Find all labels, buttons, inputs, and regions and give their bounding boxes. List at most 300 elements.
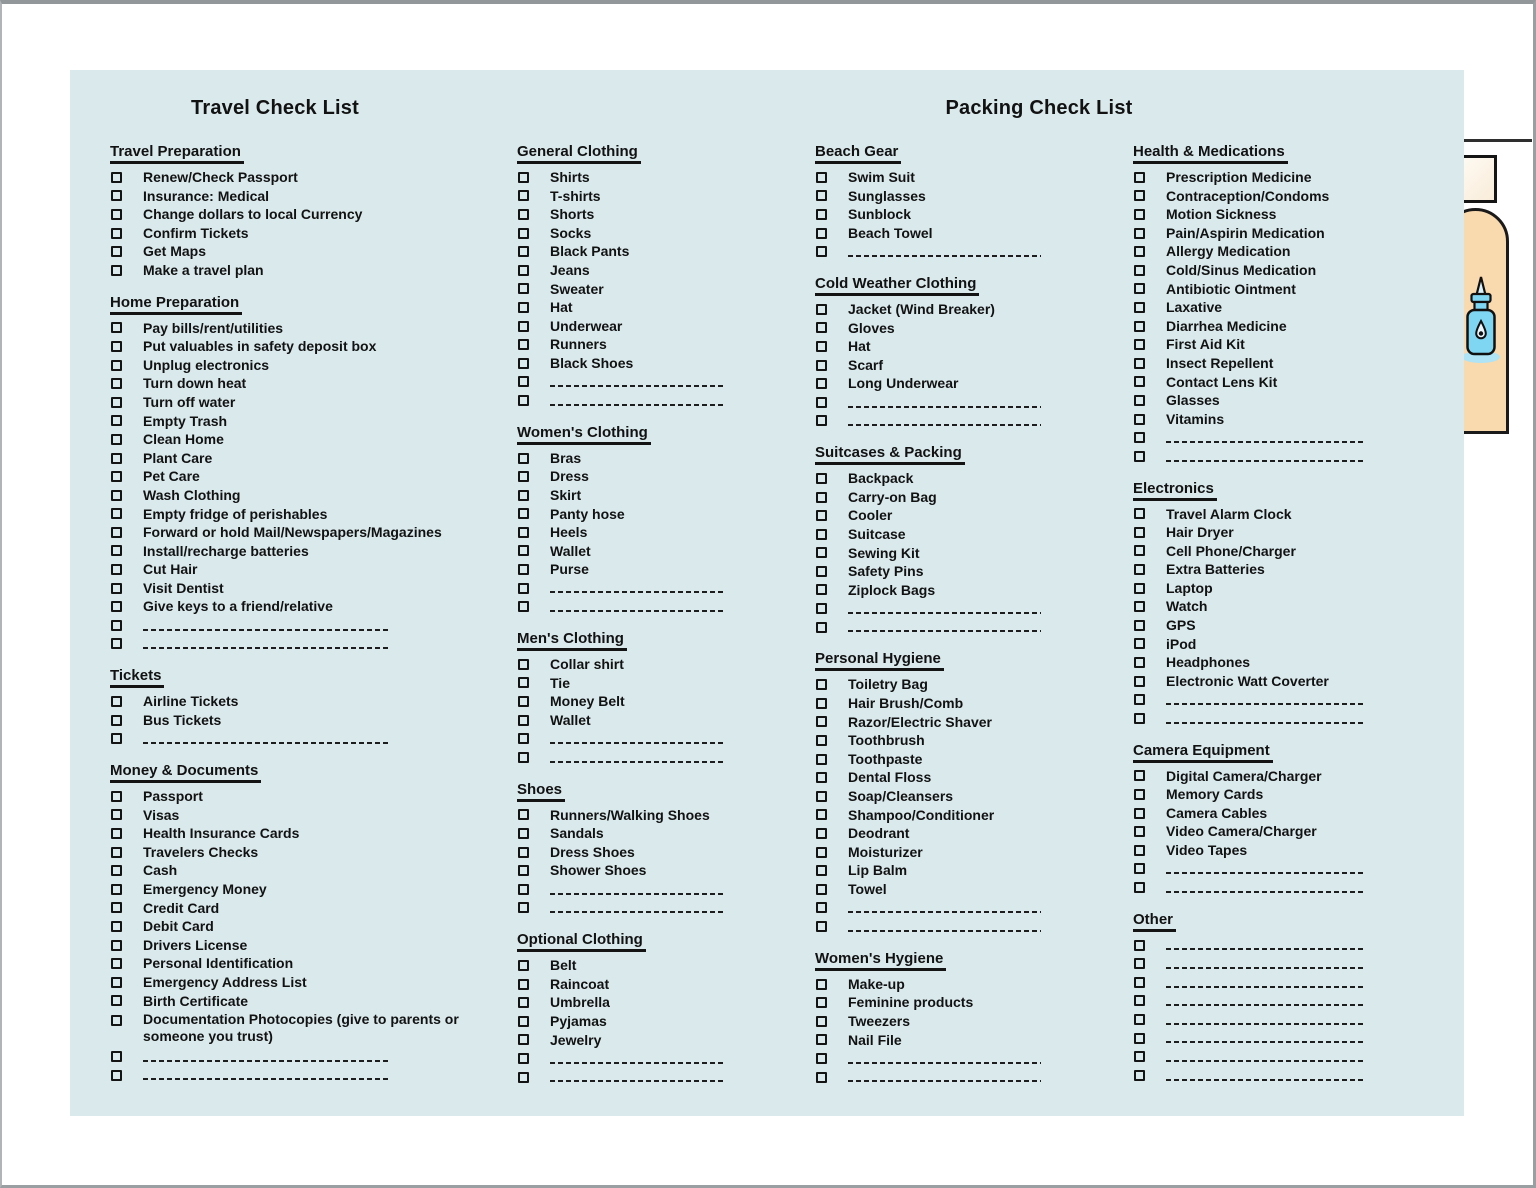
- item-label: Hat: [550, 299, 573, 316]
- checkbox-icon[interactable]: [816, 1053, 827, 1064]
- checkbox-icon[interactable]: [1134, 863, 1145, 874]
- checklist-item: [517, 187, 769, 206]
- checkbox-icon[interactable]: [816, 1072, 827, 1083]
- item-label: Moisturizer: [848, 843, 923, 860]
- checkbox-icon[interactable]: [111, 715, 122, 726]
- item-label: Sunblock: [848, 206, 912, 223]
- checklist-item: [110, 412, 482, 431]
- checkbox-icon[interactable]: [518, 733, 529, 744]
- item-label: Allergy Medication: [1166, 243, 1291, 260]
- item-label: Extra Batteries: [1166, 561, 1265, 578]
- checkbox-icon[interactable]: [816, 921, 827, 932]
- checkbox-icon[interactable]: [111, 696, 122, 707]
- checkbox-icon[interactable]: [816, 228, 827, 239]
- item-label: Install/recharge batteries: [143, 542, 309, 559]
- checkbox-icon[interactable]: [816, 772, 827, 783]
- checkbox-icon[interactable]: [1134, 376, 1145, 387]
- checkbox-icon[interactable]: [518, 696, 529, 707]
- item-label: Skirt: [550, 486, 582, 503]
- checkbox-icon[interactable]: [111, 527, 122, 538]
- checkbox-icon[interactable]: [111, 453, 122, 464]
- item-label: Pet Care: [143, 468, 200, 485]
- item-label: Cooler: [848, 507, 893, 524]
- checkbox-icon[interactable]: [1134, 414, 1145, 425]
- checkbox-icon[interactable]: [518, 884, 529, 895]
- blank-line: [1166, 1079, 1366, 1081]
- checklist-item: [110, 393, 482, 412]
- checklist-item: [110, 692, 482, 711]
- checkbox-icon[interactable]: [111, 620, 122, 631]
- checkbox-icon[interactable]: [111, 865, 122, 876]
- checkbox-icon[interactable]: [1134, 508, 1145, 519]
- checkbox-icon[interactable]: [1134, 845, 1145, 856]
- checklist-item: [517, 224, 769, 243]
- checkbox-icon[interactable]: [518, 715, 529, 726]
- checkbox-icon[interactable]: [816, 246, 827, 257]
- checklist-item: [517, 1049, 769, 1068]
- checkbox-icon[interactable]: [111, 828, 122, 839]
- checkbox-icon[interactable]: [518, 395, 529, 406]
- checkbox-icon[interactable]: [816, 847, 827, 858]
- checklist-item: [1133, 242, 1391, 261]
- item-label: Towel: [848, 881, 887, 897]
- checkbox-icon[interactable]: [816, 791, 827, 802]
- lotion-bottle-icon: [1461, 274, 1501, 366]
- checklist-item: [517, 335, 769, 354]
- item-label: Sandals: [550, 825, 604, 842]
- checkbox-icon[interactable]: [518, 228, 529, 239]
- checkbox-icon[interactable]: [518, 283, 529, 294]
- checklist-item: [1133, 168, 1391, 187]
- checklist-item: [815, 750, 1073, 769]
- checkbox-icon[interactable]: [518, 190, 529, 201]
- checklist-item: [110, 824, 482, 843]
- checkbox-icon[interactable]: [1134, 958, 1145, 969]
- checkbox-icon[interactable]: [111, 341, 122, 352]
- checkbox-icon[interactable]: [1134, 190, 1145, 201]
- item-label: Credit Card: [143, 899, 220, 916]
- checkbox-icon[interactable]: [111, 995, 122, 1006]
- checkbox-icon[interactable]: [1134, 302, 1145, 313]
- checklist-item: [1133, 672, 1391, 691]
- checklist-section: [517, 630, 769, 767]
- checkbox-icon[interactable]: [1134, 770, 1145, 781]
- checkbox-icon[interactable]: [1134, 940, 1145, 951]
- checklist-section: [110, 762, 482, 1084]
- checkbox-icon[interactable]: [111, 791, 122, 802]
- item-label: Video Camera/Charger: [1166, 823, 1317, 840]
- checkbox-icon[interactable]: [1134, 676, 1145, 687]
- checkbox-icon[interactable]: [816, 547, 827, 558]
- item-label: Toiletry Bag: [848, 676, 928, 693]
- checkbox-icon[interactable]: [816, 190, 827, 201]
- checklist-item: [815, 562, 1073, 581]
- checkbox-icon[interactable]: [816, 1016, 827, 1027]
- section-heading: Personal Hygiene: [815, 651, 944, 671]
- checkbox-icon[interactable]: [1134, 995, 1145, 1006]
- checklist-item: [110, 187, 482, 206]
- item-label: Tweezers: [848, 1012, 910, 1029]
- checkbox-icon[interactable]: [1134, 1051, 1145, 1062]
- blank-line: [550, 893, 726, 895]
- checkbox-icon[interactable]: [111, 921, 122, 932]
- item-label: Nail File: [848, 1031, 902, 1048]
- checkbox-icon[interactable]: [1134, 228, 1145, 239]
- checkbox-icon[interactable]: [518, 1034, 529, 1045]
- checkbox-icon[interactable]: [816, 809, 827, 820]
- section-heading: Other: [1133, 912, 1176, 932]
- checklist-section: [517, 424, 769, 616]
- checkbox-icon[interactable]: [518, 847, 529, 858]
- checkbox-icon[interactable]: [1134, 283, 1145, 294]
- checkbox-icon[interactable]: [518, 865, 529, 876]
- checkbox-icon[interactable]: [518, 302, 529, 313]
- item-label: Pain/Aspirin Medication: [1166, 224, 1325, 241]
- section-heading: Optional Clothing: [517, 932, 646, 952]
- section-heading: Money & Documents: [110, 763, 261, 783]
- checkbox-icon[interactable]: [111, 583, 122, 594]
- checklist-section: [110, 667, 482, 748]
- checklist-item: [815, 337, 1073, 356]
- checkbox-icon[interactable]: [816, 322, 827, 333]
- checkbox-icon[interactable]: [1134, 620, 1145, 631]
- checkbox-icon[interactable]: [111, 209, 122, 220]
- checklist-item: [1133, 709, 1391, 728]
- checkbox-icon[interactable]: [111, 360, 122, 371]
- checklist-item: [517, 956, 769, 975]
- checkbox-icon[interactable]: [518, 1016, 529, 1027]
- checkbox-icon[interactable]: [111, 958, 122, 969]
- item-label: Runners/Walking Shoes: [550, 806, 710, 823]
- item-label: Purse: [550, 561, 589, 578]
- checkbox-icon[interactable]: [518, 1072, 529, 1083]
- blank-line: [1166, 891, 1366, 893]
- checkbox-icon[interactable]: [111, 1015, 122, 1026]
- checklist-item: [815, 319, 1073, 338]
- checklist-item: [517, 692, 769, 711]
- checkbox-icon[interactable]: [1134, 826, 1145, 837]
- checklist-item: [517, 824, 769, 843]
- checkbox-icon[interactable]: [111, 940, 122, 951]
- checkbox-icon[interactable]: [1134, 882, 1145, 893]
- checkbox-icon[interactable]: [816, 622, 827, 633]
- checkbox-icon[interactable]: [816, 979, 827, 990]
- checklist-item: [1133, 224, 1391, 243]
- packing-check-list-title: Packing Check List: [945, 97, 1133, 119]
- checkbox-icon[interactable]: [518, 321, 529, 332]
- checkbox-icon[interactable]: [518, 677, 529, 688]
- blank-line: [1166, 872, 1366, 874]
- checklist-item: [110, 597, 482, 616]
- item-label: Vitamins: [1166, 410, 1225, 427]
- checkbox-icon[interactable]: [518, 809, 529, 820]
- checklist-item: [815, 806, 1073, 825]
- checkbox-icon[interactable]: [816, 529, 827, 540]
- checklist-item: [815, 506, 1073, 525]
- checkbox-icon[interactable]: [816, 492, 827, 503]
- item-label: Insect Repellent: [1166, 354, 1274, 371]
- checkbox-icon[interactable]: [518, 545, 529, 556]
- checkbox-icon[interactable]: [816, 828, 827, 839]
- checkbox-icon[interactable]: [1134, 451, 1145, 462]
- checklist-item: [517, 317, 769, 336]
- checkbox-icon[interactable]: [1134, 395, 1145, 406]
- checkbox-icon[interactable]: [1134, 527, 1145, 538]
- checkbox-icon[interactable]: [1134, 583, 1145, 594]
- item-label: Renew/Check Passport: [143, 169, 298, 185]
- checkbox-icon[interactable]: [816, 360, 827, 371]
- checkbox-icon[interactable]: [1134, 789, 1145, 800]
- checkbox-icon[interactable]: [111, 508, 122, 519]
- checkbox-icon[interactable]: [518, 902, 529, 913]
- checklist-item: [1133, 954, 1391, 973]
- checkbox-icon[interactable]: [518, 659, 529, 670]
- checkbox-icon[interactable]: [518, 960, 529, 971]
- checklist-section: [815, 275, 1073, 430]
- checklist-item: [517, 861, 769, 880]
- section-heading: Tickets: [110, 668, 164, 688]
- checkbox-icon[interactable]: [816, 902, 827, 913]
- checkbox-icon[interactable]: [1134, 601, 1145, 612]
- checkbox-icon[interactable]: [1134, 1070, 1145, 1081]
- checkbox-icon[interactable]: [1134, 321, 1145, 332]
- checkbox-icon[interactable]: [1134, 209, 1145, 220]
- checklist-item: [1133, 391, 1391, 410]
- checkbox-icon[interactable]: [111, 471, 122, 482]
- checklist-item: [815, 899, 1073, 918]
- checklist-item: [110, 579, 482, 598]
- checklist-section: [517, 931, 769, 1086]
- checklist-item: [110, 261, 482, 280]
- checkbox-icon[interactable]: [518, 752, 529, 763]
- checkbox-icon[interactable]: [816, 754, 827, 765]
- checkbox-icon[interactable]: [816, 997, 827, 1008]
- item-label: Lip Balm: [848, 862, 908, 879]
- checkbox-icon[interactable]: [1134, 1014, 1145, 1025]
- checklist-section: [815, 143, 1073, 261]
- checklist-item: [1133, 690, 1391, 709]
- checkbox-icon[interactable]: [1134, 339, 1145, 350]
- checkbox-icon[interactable]: [816, 304, 827, 315]
- checklist-item: [1133, 187, 1391, 206]
- checkbox-icon[interactable]: [1134, 265, 1145, 276]
- checkbox-icon[interactable]: [816, 584, 827, 595]
- checkbox-icon[interactable]: [518, 583, 529, 594]
- checkbox-icon[interactable]: [1134, 358, 1145, 369]
- checklist-item: [517, 597, 769, 616]
- checkbox-icon[interactable]: [518, 358, 529, 369]
- checklist-item: [1133, 542, 1391, 561]
- checkbox-icon[interactable]: [1134, 657, 1145, 668]
- blank-line: [143, 647, 389, 649]
- checkbox-icon[interactable]: [518, 564, 529, 575]
- checkbox-icon[interactable]: [111, 190, 122, 201]
- checkbox-icon[interactable]: [1134, 432, 1145, 443]
- section-heading: Women's Hygiene: [815, 951, 946, 971]
- checklist-item: [517, 391, 769, 410]
- checkbox-icon[interactable]: [518, 601, 529, 612]
- checklist-item: [517, 373, 769, 392]
- checkbox-icon[interactable]: [111, 884, 122, 895]
- blank-line: [1166, 948, 1366, 950]
- checklist-item: [815, 1031, 1073, 1050]
- checklist-item: [815, 675, 1073, 694]
- checklist-item: [1133, 205, 1391, 224]
- checkbox-icon[interactable]: [518, 209, 529, 220]
- item-label: Unplug electronics: [143, 356, 270, 373]
- checkbox-icon[interactable]: [518, 997, 529, 1008]
- checkbox-icon[interactable]: [816, 1034, 827, 1045]
- item-label: Drivers License: [143, 936, 248, 953]
- checkbox-icon[interactable]: [816, 415, 827, 426]
- checkbox-icon[interactable]: [816, 397, 827, 408]
- checkbox-icon[interactable]: [111, 378, 122, 389]
- item-label: Clean Home: [143, 431, 224, 448]
- checkbox-icon[interactable]: [111, 733, 122, 744]
- item-label: Put valuables in safety deposit box: [143, 338, 377, 355]
- checklist-item: [110, 880, 482, 899]
- checklist-item: [110, 917, 482, 936]
- checkbox-icon[interactable]: [1134, 172, 1145, 183]
- checkbox-icon[interactable]: [518, 172, 529, 183]
- checkbox-icon[interactable]: [518, 376, 529, 387]
- checkbox-icon[interactable]: [111, 397, 122, 408]
- checklist-item: [517, 449, 769, 468]
- checkbox-icon[interactable]: [816, 884, 827, 895]
- checklist-item: [110, 168, 482, 187]
- checkbox-icon[interactable]: [111, 246, 122, 257]
- checkbox-icon[interactable]: [111, 638, 122, 649]
- checklist-item: [110, 356, 482, 375]
- checkbox-icon[interactable]: [1134, 564, 1145, 575]
- checkbox-icon[interactable]: [111, 564, 122, 575]
- checkbox-icon[interactable]: [1134, 545, 1145, 556]
- checkbox-icon[interactable]: [816, 679, 827, 690]
- checkbox-icon[interactable]: [1134, 246, 1145, 257]
- checkbox-icon[interactable]: [816, 172, 827, 183]
- checklist-item: [1133, 410, 1391, 429]
- checkbox-icon[interactable]: [816, 865, 827, 876]
- checkbox-icon[interactable]: [518, 828, 529, 839]
- blank-line: [1166, 986, 1366, 988]
- checkbox-icon[interactable]: [816, 698, 827, 709]
- checkbox-icon[interactable]: [111, 545, 122, 556]
- checkbox-icon[interactable]: [816, 510, 827, 521]
- checklist-item: [517, 280, 769, 299]
- checklist-item: [110, 936, 482, 955]
- item-label: Headphones: [1166, 654, 1251, 671]
- checklist-item: [815, 975, 1073, 994]
- checklist-item: [517, 523, 769, 542]
- checkbox-icon[interactable]: [518, 508, 529, 519]
- checkbox-icon[interactable]: [518, 527, 529, 538]
- item-label: Antibiotic Ointment: [1166, 280, 1296, 297]
- item-label: Insurance: Medical: [143, 187, 270, 204]
- checkbox-icon[interactable]: [816, 473, 827, 484]
- checkbox-icon[interactable]: [111, 490, 122, 501]
- item-label: Sweater: [550, 280, 604, 297]
- checkbox-icon[interactable]: [816, 716, 827, 727]
- checkbox-icon[interactable]: [111, 415, 122, 426]
- checkbox-icon[interactable]: [816, 735, 827, 746]
- blank-line: [848, 612, 1041, 614]
- item-label: Socks: [550, 224, 592, 241]
- checkbox-icon[interactable]: [111, 172, 122, 183]
- checklist-item: [110, 486, 482, 505]
- checkbox-icon[interactable]: [816, 209, 827, 220]
- item-label: Change dollars to local Currency: [143, 206, 363, 223]
- checkbox-icon[interactable]: [111, 601, 122, 612]
- checklist-item: [110, 899, 482, 918]
- checklist-item: [1133, 335, 1391, 354]
- checkbox-icon[interactable]: [518, 246, 529, 257]
- section-heading: General Clothing: [517, 144, 641, 164]
- checkbox-icon[interactable]: [518, 471, 529, 482]
- checklist-item: [815, 205, 1073, 224]
- checkbox-icon[interactable]: [816, 603, 827, 614]
- checkbox-icon[interactable]: [1134, 694, 1145, 705]
- checkbox-icon[interactable]: [518, 979, 529, 990]
- checklist-item: [110, 787, 482, 806]
- checkbox-icon[interactable]: [1134, 713, 1145, 724]
- checklist-item: [1133, 298, 1391, 317]
- checkbox-icon[interactable]: [1134, 1033, 1145, 1044]
- checklist-section: [1133, 742, 1391, 897]
- checkbox-icon[interactable]: [1134, 638, 1145, 649]
- checkbox-icon[interactable]: [816, 378, 827, 389]
- checkbox-icon[interactable]: [111, 265, 122, 276]
- checkbox-icon[interactable]: [518, 1053, 529, 1064]
- checkbox-icon[interactable]: [816, 341, 827, 352]
- checklist-item: [815, 393, 1073, 412]
- checkbox-icon[interactable]: [518, 339, 529, 350]
- checkbox-icon[interactable]: [111, 1070, 122, 1081]
- checkbox-icon[interactable]: [111, 322, 122, 333]
- checkbox-icon[interactable]: [111, 847, 122, 858]
- checklist-item: [815, 544, 1073, 563]
- checkbox-icon[interactable]: [111, 1051, 122, 1062]
- checkbox-icon[interactable]: [1134, 977, 1145, 988]
- checkbox-icon[interactable]: [111, 902, 122, 913]
- checkbox-icon[interactable]: [518, 490, 529, 501]
- section-heading: Women's Clothing: [517, 425, 651, 445]
- checkbox-icon[interactable]: [111, 228, 122, 239]
- checkbox-icon[interactable]: [518, 265, 529, 276]
- checklist-item: [1133, 597, 1391, 616]
- checkbox-icon[interactable]: [816, 566, 827, 577]
- checklist-item: [110, 973, 482, 992]
- checkbox-icon[interactable]: [111, 977, 122, 988]
- checkbox-icon[interactable]: [1134, 808, 1145, 819]
- section-heading: Home Preparation: [110, 295, 242, 315]
- checklist-item: [517, 899, 769, 918]
- checkbox-icon[interactable]: [111, 434, 122, 445]
- item-label: Backpack: [848, 470, 914, 487]
- checklist-item: [1133, 616, 1391, 635]
- item-label: Wash Clothing: [143, 486, 241, 503]
- checklist-item: [815, 824, 1073, 843]
- item-label: Soap/Cleansers: [848, 788, 954, 805]
- checklist-item: [517, 729, 769, 748]
- item-label: Black Shoes: [550, 354, 634, 371]
- checklist-item: [110, 1010, 482, 1047]
- checklist-item: [1133, 1029, 1391, 1048]
- checkbox-icon[interactable]: [518, 453, 529, 464]
- checklist-item: [815, 412, 1073, 431]
- checklist-item: [1133, 560, 1391, 579]
- checkbox-icon[interactable]: [111, 809, 122, 820]
- checklist-item: [110, 806, 482, 825]
